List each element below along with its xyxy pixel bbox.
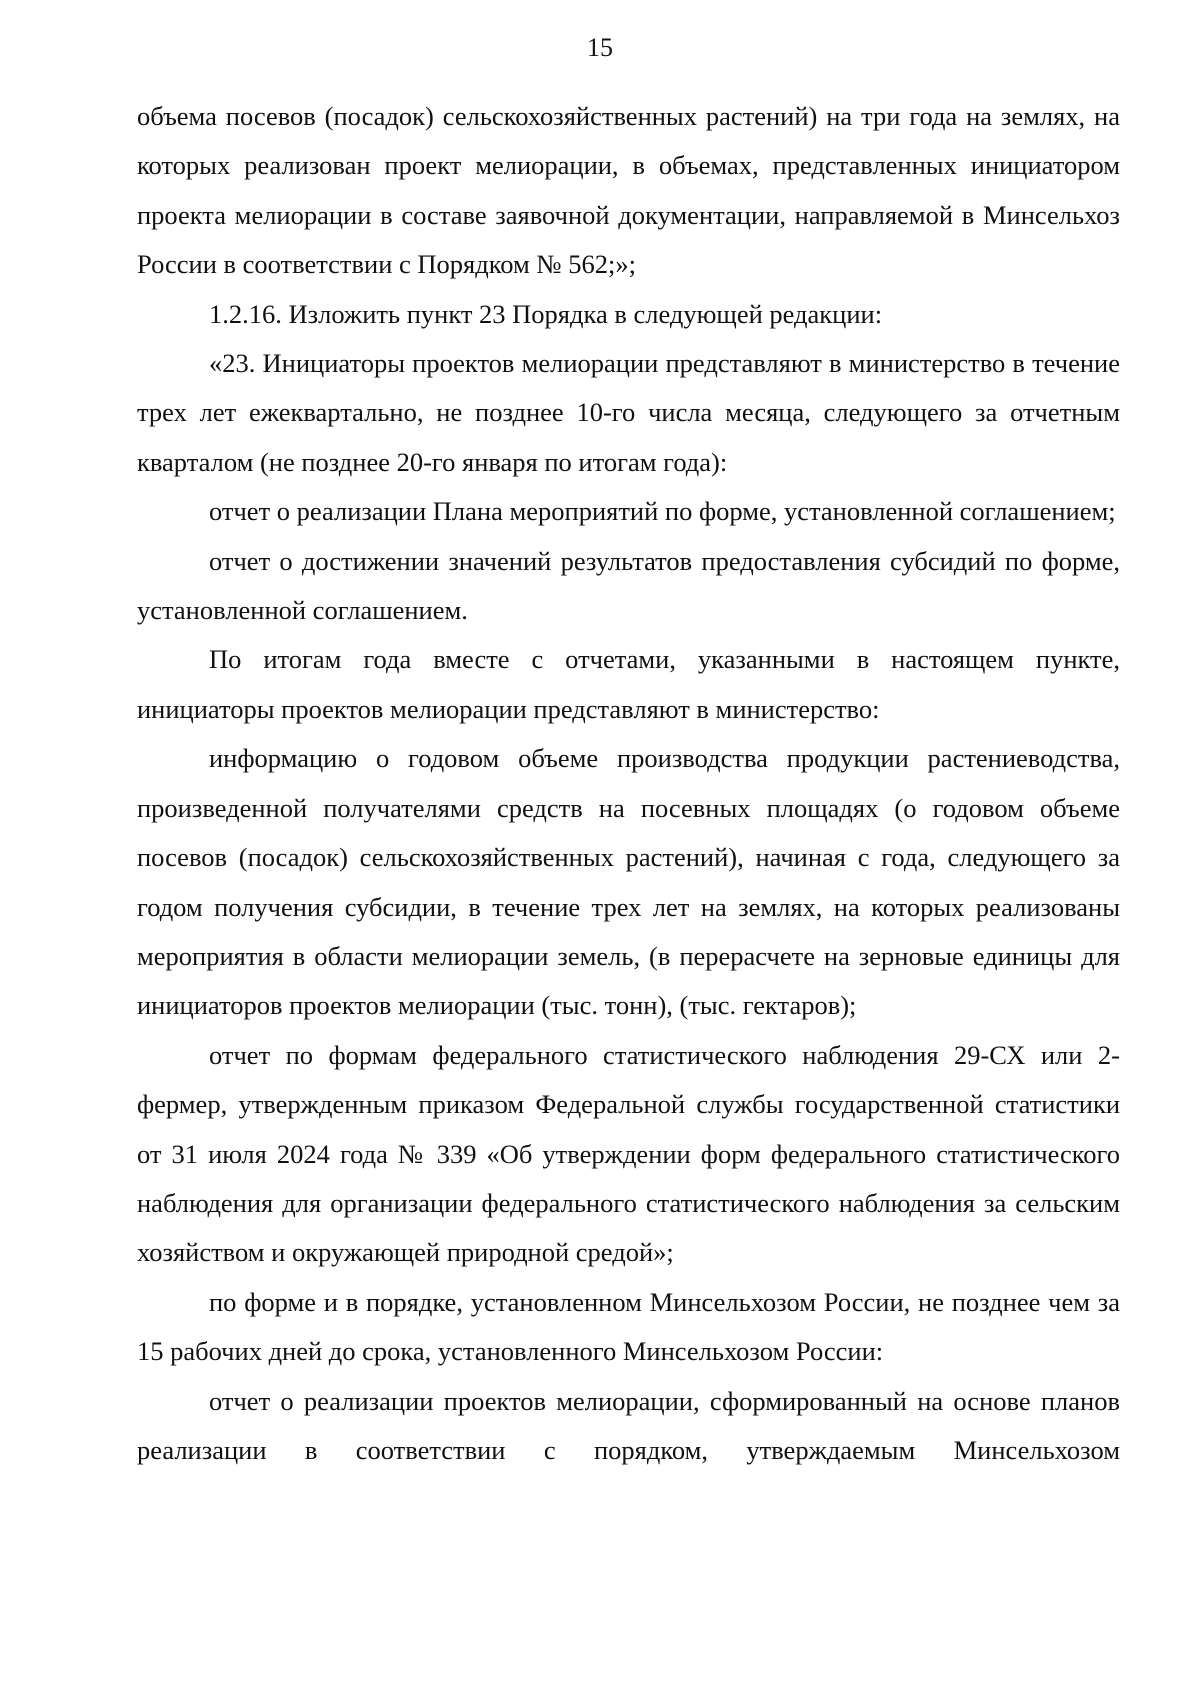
paragraph-statistical-forms: отчет по формам федерального статистического наблюдения 29-СХ или 2-фермер, утвержденным приказом Федеральной службы государственной статистики от 31 июля 2024 года № 339 «Об утверждении форм федерального статистического наблюдения для организации федерального статистического наблюдения за сельским хозяйством и окружающей природной средой»; [137, 1039, 1120, 1268]
paragraph-production-info: информацию о годовом объеме производства продукции растениеводства, произведенной получателями средств на посевных площадях (о годовом объеме посевов (посадок) сельскохозяйственных растений), начиная с года, следующего за годом получения субсидии, в течение трех лет на землях, на которых реализованы мероприятия в области мелиорации земель, (в перерасчете на зерновые единицы для инициаторов проектов мелиорации (тыс. тонн), (тыс. гектаров); [137, 743, 1120, 1021]
paragraph-continuation: объема посевов (посадок) сельскохозяйственных растений) на три года на землях, на которых реализован проект мелиорации, в объемах, представленных инициатором проекта мелиорации в составе заявочной документации, направляемой в Минсельхоз России в соответствии с Порядком № 562;»; [137, 101, 1120, 280]
paragraph-ministry-form: по форме и в порядке, установленном Минсельхозом России, не позднее чем за 15 рабочих дней до срока, установленного Минсельхозом России: [137, 1286, 1120, 1367]
document-body [137, 92, 1120, 1475]
paragraph-amendment-1-2-16: 1.2.16. Изложить пункт 23 Порядка в следующей редакции: [209, 298, 883, 329]
paragraph-clause-23: «23. Инициаторы проектов мелиорации представляют в министерство в течение трех лет ежеквартально, не позднее 10-го числа месяца, следующего за отчетным кварталом (не позднее 20-го января по итогам года): [137, 348, 1120, 477]
paragraph-melioration-report: отчет о реализации проектов мелиорации, сформированный на основе планов реализации в соответствии с порядком, утверждаемым Минсельхозом [137, 1385, 1120, 1465]
paragraph-report-results: отчет о достижении значений результатов предоставления субсидий по форме, установленной соглашением. [137, 545, 1120, 626]
paragraph-report-plan: отчет о реализации Плана мероприятий по форме, установленной соглашением; [209, 496, 1116, 527]
paragraph-annual-reports: По итогам года вместе с отчетами, указанными в настоящем пункте, инициаторы проектов мелиорации представляют в министерство: [137, 644, 1120, 724]
page-number: 15 [587, 33, 613, 62]
